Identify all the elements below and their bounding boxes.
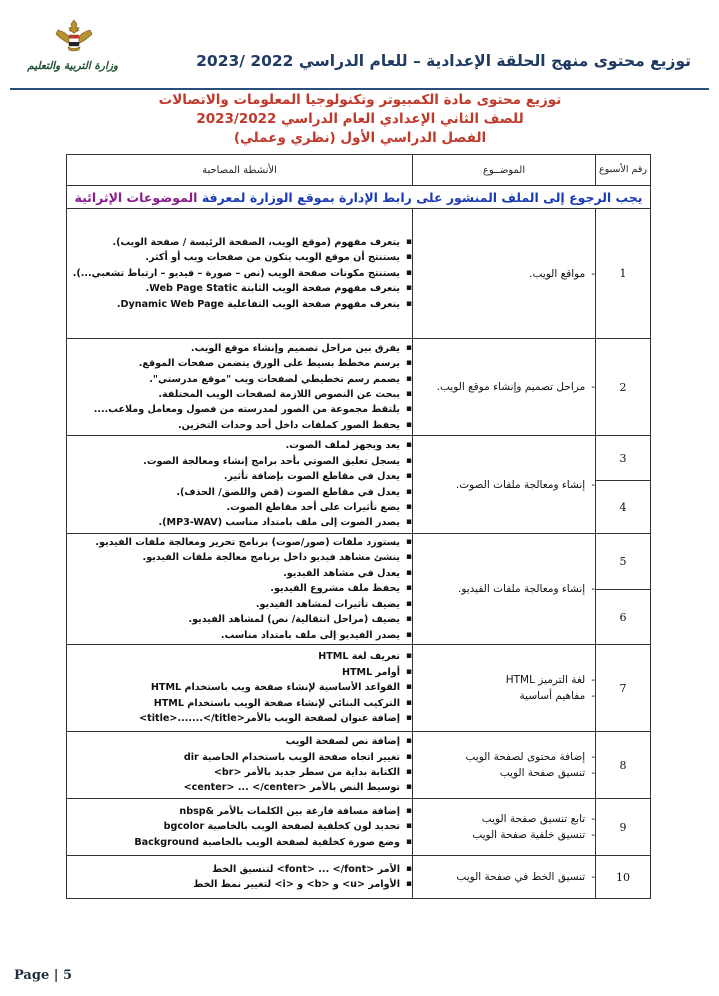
notice-accent: الموضوعات الإثرائية [74,189,198,205]
activities-list [67,734,412,796]
topic-column-header: الموضــوع [413,155,596,186]
table-row [67,799,651,856]
activities-cell [67,645,413,732]
activity-item: ▪ يعد ويجهز لملف الصوت. [67,438,412,453]
topic-dash: - [591,674,595,686]
week-number: 9 [596,799,651,856]
activity-item: ▪ الكتابة بداية من سطر جديد بالأمر <br> [67,765,412,780]
header-divider [10,88,709,90]
topic-cell [413,209,596,339]
topic-text: مفاهيم أساسية [519,690,586,702]
activity-item: ▪ يعدل في مقاطع الصوت (قص واللصق/ الحذف). [67,485,412,500]
activities-list [67,235,412,312]
topic-dash: - [591,478,595,491]
topic-line [413,266,595,282]
curriculum-table [66,154,651,899]
subject-title: توزيع محتوى مادة الكمبيوتر وتكنولوجيا المعلومات والاتصالات [158,92,562,108]
activity-item: ▪ التركيب البنائي لإنشاء صفحة الويب باستخدام HTML [67,696,412,711]
topic-text: تنسيق الخط في صفحة الويب [456,871,586,883]
topic-cell [413,339,596,436]
topic-dash: - [591,751,595,763]
table-row [67,209,651,339]
activities-cell [67,856,413,899]
topic-text: إضافة محتوى لصفحة الويب [465,751,586,763]
activity-item: ▪ يتعرف مفهوم (موقع الويب، الصفحة الرئيسة / صفحة الويب). [67,235,412,250]
notice-text [67,186,651,209]
topic-text: مراحل تصميم وإنشاء موقع الويب. [436,381,586,393]
activity-item: ▪ وضع صورة كخلفية لصفحة الويب بالخاصية Background [67,835,412,850]
topic-line [413,477,595,493]
activity-item: ▪ تعريف لغة HTML [67,649,412,664]
week-number: 10 [596,856,651,899]
activity-item: ▪ توسيط النص بالأمر <center> ... </center> [67,780,412,795]
activity-item: ▪ يصدر الصوت إلى ملف بامتداد مناسب (MP3-WAV). [67,515,412,530]
topic-dash: - [591,690,595,702]
activity-item: ▪ يصمم رسم تخطيطي لصفحات ويب "موقع مدرستي". [67,372,412,387]
week-column-header: رقم الأسبوع [596,155,651,186]
activities-column-header: الأنشطة المصاحبة [67,155,413,186]
activity-item: ▪ يتعرف مفهوم صفحة الويب الثابتة Web Page Static. [67,281,412,296]
activity-item: ▪ يضيف تأثيرات لمشاهد الفيديو. [67,597,412,612]
table-row [67,856,651,899]
activities-cell [67,209,413,339]
activity-item: ▪ إضافة مسافة فارغة بين الكلمات بالأمر &nbsp [67,804,412,819]
activity-item: ▪ يلتقط مجموعة من الصور لمدرسته من فصول ومعامل وملاعب.... [67,402,412,417]
activity-item: ▪ تغيير اتجاه صفحة الويب باستخدام الخاصية dir [67,750,412,765]
activity-item: ▪ إضافة عنوان لصفحة الويب بالأمر<title>.......</title> [67,711,412,726]
week-number: 6 [596,590,651,645]
activity-item: ▪ يرسم مخطط بسيط على الورق يتضمن صفحات الموقع. [67,356,412,371]
activity-item: ▪ يستنتج أن موقع الويب يتكون من صفحات ويب أو أكثر. [67,250,412,265]
activities-list [67,649,412,726]
topic-text: إنشاء ومعالجة ملفات الفيديو. [457,583,586,595]
grade-year-title: للصف الثاني الإعدادي العام الدراسي 2023/2022 [196,111,524,127]
topic-line [413,749,595,765]
table-header-row [67,155,651,186]
topic-dash: - [591,381,595,393]
activity-item: ▪ يستنتج مكونات صفحة الويب (نص – صورة – فيديو – ارتباط تشعبي...). [67,266,412,281]
ministry-logo [27,16,118,84]
topic-line [413,581,595,597]
topic-line [413,765,595,781]
week-number: 2 [596,339,651,436]
topic-text: إنشاء ومعالجة ملفات الصوت. [455,478,586,491]
topic-line [413,811,595,827]
activity-item: ▪ إضافة نص لصفحة الويب [67,734,412,749]
activity-item: ▪ يضع تأثيرات على أحد مقاطع الصوت. [67,500,412,515]
activity-item: ▪ يصدر الفيديو إلى ملف بامتداد مناسب. [67,628,412,643]
notice-row [67,186,651,209]
topic-dash: - [591,871,595,883]
topic-line [413,869,595,885]
topic-text: تابع تنسيق صفحة الويب [481,813,586,825]
topic-text: مواقع الويب. [529,267,586,280]
activity-item: ▪ الأمر <font> ... </font> لتنسيق الخط [67,862,412,877]
activity-item: ▪ يضيف (مراحل انتقالية/ نص) لمشاهد الفيديو. [67,612,412,627]
topic-dash: - [591,829,595,841]
table-row [67,645,651,732]
activities-list [67,438,412,530]
activities-list [67,535,412,643]
week-number: 3 [596,436,651,481]
topic-cell [413,534,596,645]
topic-cell [413,799,596,856]
activities-cell [67,732,413,799]
eagle-emblem-icon [38,16,110,84]
activity-item: ▪ يحفظ الصور كملفات داخل أحد وحدات التخزين. [67,418,412,433]
term-title: الفصل الدراسي الأول (نظري وعملي) [233,130,487,146]
activities-list [67,804,412,850]
topic-text: تنسيق صفحة الويب [499,767,586,779]
activities-cell [67,436,413,534]
topic-line [413,688,595,704]
topic-dash: - [591,767,595,779]
page-number: Page | 5 [14,968,73,983]
week-number: 1 [596,209,651,339]
activity-item: ▪ الأوامر <u> و <b> و <i> لتغيير نمط الخط [67,877,412,892]
table-row [67,732,651,799]
activity-item: ▪ أوامر HTML [67,665,412,680]
week-number: 7 [596,645,651,732]
week-number: 4 [596,481,651,534]
topic-dash: - [591,813,595,825]
topic-dash: - [591,267,595,280]
week-number: 5 [596,534,651,590]
activity-item: ▪ يحفظ ملف مشروع الفيديو. [67,581,412,596]
activities-cell [67,534,413,645]
topic-cell [413,856,596,899]
activity-item: ▪ يستورد ملفات (صور/صوت) برنامج تحرير ومعالجة ملفات الفيديو. [67,535,412,550]
activity-item: ▪ يعدل في مشاهد الفيديو. [67,566,412,581]
activity-item: ▪ يسجل تعليق الصوتي بأحد برامج إنشاء ومعالجة الصوت. [67,454,412,469]
activities-cell [67,339,413,436]
activity-item: ▪ يبحث عن النصوص اللازمة لصفحات الويب المختلفة. [67,387,412,402]
activity-item: ▪ يعدل في مقاطع الصوت بإضافة تأثير. [67,469,412,484]
table-row [67,436,651,481]
activities-list [67,862,412,893]
page-title: توزيع محتوى منهج الحلقة الإعدادية – للعام الدراسي 2022 /2023 [196,52,691,70]
notice-main: يجب الرجوع إلى الملف المنشور على رابط الإدارة بموقع الوزارة لمعرفة [201,189,643,205]
table-row [67,339,651,436]
topic-line [413,379,595,395]
activity-item: ▪ يتعرف مفهوم صفحة الويب التفاعلية Dynamic Web Page. [67,297,412,312]
topic-text: تنسيق خلفية صفحة الويب [472,829,586,841]
activity-item: ▪ القواعد الأساسية لإنشاء صفحة ويب باستخدام HTML [67,680,412,695]
topic-text: لغة الترميز HTML [505,674,586,686]
topic-dash: - [591,583,595,595]
activity-item: ▪ تحديد لون كخلفية لصفحة الويب بالخاصية bgcolor [67,819,412,834]
activities-cell [67,799,413,856]
topic-cell [413,645,596,732]
week-number: 8 [596,732,651,799]
topic-line [413,827,595,843]
topic-line [413,672,595,688]
table-row [67,534,651,590]
topic-cell [413,436,596,534]
topic-cell [413,732,596,799]
activity-item: ▪ يفرق بين مراحل تصميم وإنشاء موقع الويب. [67,341,412,356]
activities-list [67,341,412,433]
ministry-calligraphy: وزارة التربية والتعليم [27,60,118,72]
activity-item: ▪ ينشئ مشاهد فيديو داخل برنامج معالجة ملفات الفيديو. [67,550,412,565]
